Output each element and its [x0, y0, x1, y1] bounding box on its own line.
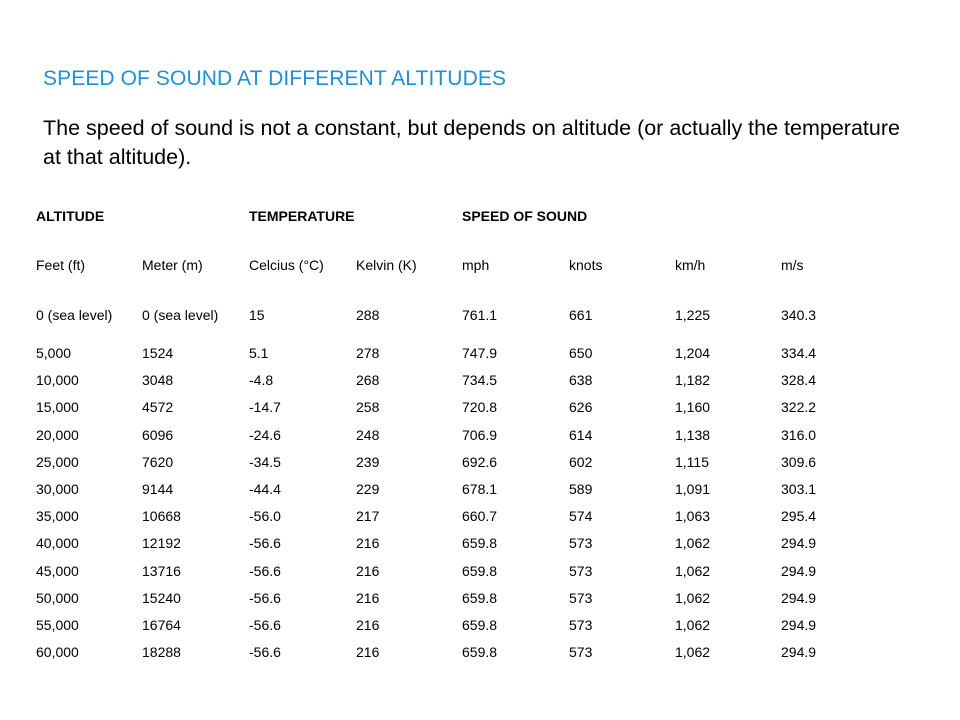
table-cell: 294.9 — [781, 644, 817, 661]
table-row — [36, 344, 916, 371]
table-cell: 659.8 — [462, 589, 498, 606]
column-header: Feet (ft) — [36, 257, 86, 273]
group-altitude: ALTITUDE — [36, 208, 105, 224]
table-cell: 25,000 — [36, 453, 79, 470]
group-speed-of-sound: SPEED OF SOUND — [462, 208, 588, 224]
table-cell: 1,062 — [675, 589, 711, 606]
table-row — [36, 426, 916, 453]
table-cell: 328.4 — [781, 372, 817, 389]
intro-paragraph: The speed of sound is not a constant, but depends on altitude (or actually the temperature at that altitude). — [43, 116, 900, 169]
table-cell: 659.8 — [462, 562, 498, 579]
table-cell: 216 — [356, 616, 380, 633]
table-cell: 1524 — [142, 345, 174, 361]
table-row — [36, 534, 916, 561]
table-cell: 10,000 — [36, 372, 79, 389]
table-cell: 692.6 — [462, 453, 498, 470]
table-cell: 30,000 — [36, 480, 79, 497]
table-row — [36, 643, 916, 670]
table-cell: 573 — [569, 616, 593, 633]
table-cell: 4572 — [142, 399, 174, 416]
table-cell: 573 — [569, 535, 593, 552]
table-cell: 216 — [356, 535, 380, 552]
table-cell: 294.9 — [781, 562, 817, 579]
table-cell: 248 — [356, 426, 380, 443]
table-cell: 0 (sea level) — [36, 307, 113, 323]
table-group-header — [36, 207, 916, 256]
column-header: mph — [462, 257, 490, 273]
table-cell: 573 — [569, 562, 593, 579]
table-cell: 638 — [569, 372, 593, 389]
table-cell: 278 — [356, 345, 380, 361]
table-cell: -56.6 — [249, 562, 281, 579]
table-cell: 659.8 — [462, 616, 498, 633]
table-cell: 659.8 — [462, 644, 498, 661]
table-cell: 20,000 — [36, 426, 79, 443]
table-cell: 1,091 — [675, 480, 711, 497]
table-cell: 217 — [356, 508, 380, 525]
table-cell: 294.9 — [781, 616, 817, 633]
table-cell: 1,160 — [675, 399, 711, 416]
table-cell: 13716 — [142, 562, 181, 579]
table-cell: 309.6 — [781, 453, 817, 470]
table-row — [36, 480, 916, 507]
table-cell: 216 — [356, 562, 380, 579]
column-header: m/s — [781, 257, 804, 273]
table-cell: 574 — [569, 508, 593, 525]
table-cell: 294.9 — [781, 589, 817, 606]
table-cell: 5.1 — [249, 345, 269, 361]
table-cell: 706.9 — [462, 426, 498, 443]
table-row — [36, 589, 916, 616]
table-cell: 747.9 — [462, 345, 498, 361]
table-cell: 1,062 — [675, 535, 711, 552]
table-cell: -56.0 — [249, 508, 281, 525]
table-cell: 1,182 — [675, 372, 711, 389]
table-cell: 303.1 — [781, 480, 817, 497]
table-cell: 1,204 — [675, 345, 711, 361]
table-cell: 18288 — [142, 644, 181, 661]
table-cell: 573 — [569, 589, 593, 606]
table-cell: -56.6 — [249, 644, 281, 661]
table-cell: 229 — [356, 480, 380, 497]
table-cell: -34.5 — [249, 453, 281, 470]
table-cell: 0 (sea level) — [142, 307, 219, 323]
group-temperature: TEMPERATURE — [249, 208, 355, 224]
table-cell: -4.8 — [249, 372, 274, 389]
column-header: km/h — [675, 257, 706, 273]
table-cell: 1,062 — [675, 616, 711, 633]
table-cell: -56.6 — [249, 616, 281, 633]
table-cell: 294.9 — [781, 535, 817, 552]
table-row — [36, 453, 916, 480]
table-cell: 650 — [569, 345, 593, 361]
table-cell: 761.1 — [462, 307, 498, 323]
table-cell: 1,115 — [675, 453, 709, 470]
table-cell: 5,000 — [36, 345, 72, 361]
table-cell: 602 — [569, 453, 593, 470]
table-cell: 15240 — [142, 589, 181, 606]
table-cell: -14.7 — [249, 399, 281, 416]
column-header: Meter (m) — [142, 257, 203, 273]
table-row — [36, 616, 916, 643]
table-cell: -44.4 — [249, 480, 281, 497]
table-cell: 1,063 — [675, 508, 711, 525]
table-cell: 12192 — [142, 535, 181, 552]
speed-of-sound-table — [36, 207, 916, 670]
table-cell: 16764 — [142, 616, 181, 633]
table-cell: 6096 — [142, 426, 174, 443]
table-cell: 55,000 — [36, 616, 79, 633]
table-cell: 9144 — [142, 480, 174, 497]
table-cell: 720.8 — [462, 399, 498, 416]
table-row — [36, 398, 916, 425]
table-column-header — [36, 256, 916, 306]
table-cell: -24.6 — [249, 426, 281, 443]
table-cell: 45,000 — [36, 562, 79, 579]
table-cell: 573 — [569, 644, 593, 661]
table-cell: 15 — [249, 307, 265, 323]
table-cell: 288 — [356, 307, 380, 323]
table-body — [36, 306, 916, 670]
table-cell: 659.8 — [462, 535, 498, 552]
table-cell: 239 — [356, 453, 380, 470]
table-cell: 626 — [569, 399, 593, 416]
table-cell: 40,000 — [36, 535, 79, 552]
table-cell: 661 — [569, 307, 593, 323]
table-cell: 216 — [356, 644, 380, 661]
table-cell: 589 — [569, 480, 593, 497]
table-cell: 340.3 — [781, 307, 817, 323]
table-cell: 334.4 — [781, 345, 817, 361]
table-cell: 678.1 — [462, 480, 498, 497]
table-row — [36, 306, 916, 344]
table-row — [36, 371, 916, 398]
table-cell: 1,062 — [675, 644, 711, 661]
column-header: Kelvin (K) — [356, 257, 417, 273]
table-cell: 60,000 — [36, 644, 79, 661]
table-cell: 1,138 — [675, 426, 711, 443]
table-cell: -56.6 — [249, 535, 281, 552]
table-cell: 50,000 — [36, 589, 79, 606]
table-cell: 268 — [356, 372, 380, 389]
column-header: knots — [569, 257, 603, 273]
table-cell: 15,000 — [36, 399, 79, 416]
column-header: Celcius (°C) — [249, 257, 324, 273]
table-cell: 1,225 — [675, 307, 711, 323]
table-row — [36, 562, 916, 589]
table-cell: -56.6 — [249, 589, 281, 606]
table-row — [36, 507, 916, 534]
table-cell: 316.0 — [781, 426, 817, 443]
table-cell: 734.5 — [462, 372, 498, 389]
table-cell: 10668 — [142, 508, 181, 525]
table-cell: 3048 — [142, 372, 174, 389]
slide-title: SPEED OF SOUND AT DIFFERENT ALTITUDES — [43, 67, 507, 90]
table-cell: 660.7 — [462, 508, 498, 525]
table-cell: 295.4 — [781, 508, 817, 525]
table-cell: 614 — [569, 426, 593, 443]
table-cell: 35,000 — [36, 508, 79, 525]
table-cell: 258 — [356, 399, 380, 416]
table-cell: 322.2 — [781, 399, 817, 416]
table-cell: 7620 — [142, 453, 174, 470]
table-cell: 1,062 — [675, 562, 711, 579]
table-cell: 216 — [356, 589, 380, 606]
